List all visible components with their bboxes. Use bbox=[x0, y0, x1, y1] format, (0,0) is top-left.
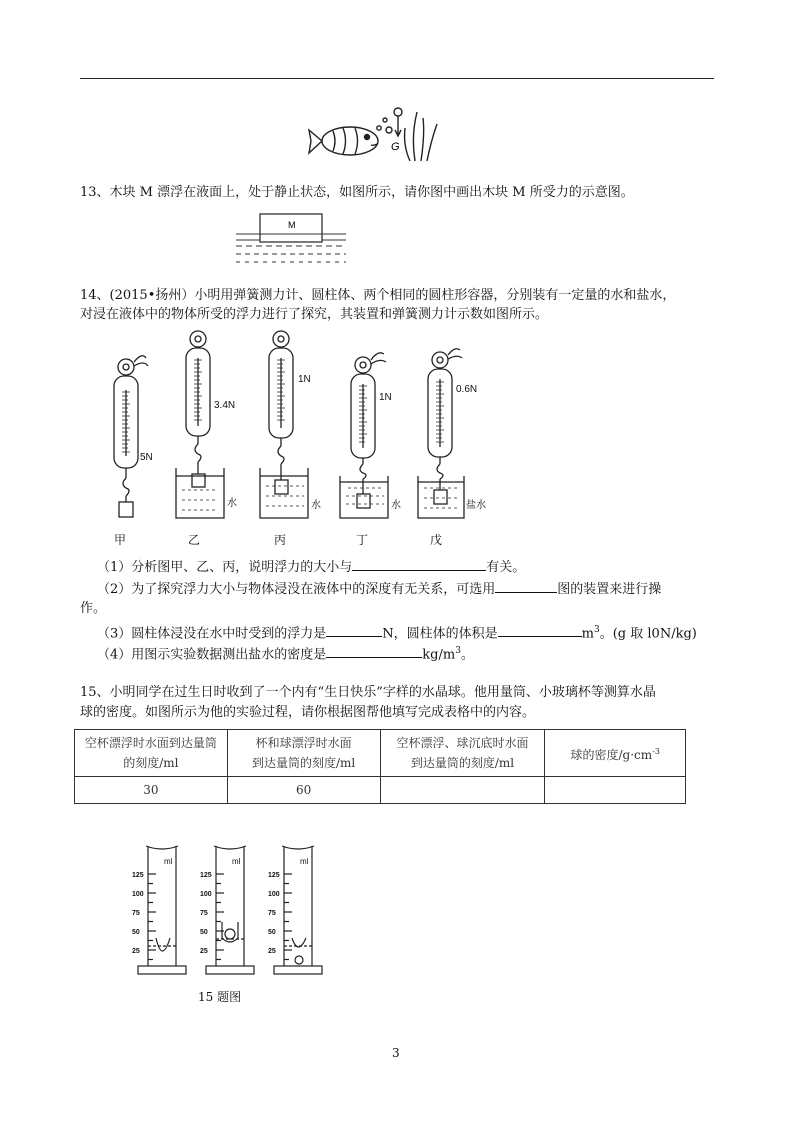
cylinder-tick-label: 125 bbox=[200, 872, 212, 879]
q14-line2: 对浸在液体中的物体所受的浮力进行了探究，其装置和弹簧测力计示数如图所示。 bbox=[80, 307, 549, 322]
floating-block-figure bbox=[232, 212, 350, 270]
scale-ding bbox=[340, 353, 388, 518]
figure-caption: 15 题图 bbox=[198, 990, 242, 1004]
cylinder-ball-sunk bbox=[268, 846, 322, 974]
q15-line1: 15、小明同学在过生日时收到了一个内有“生日快乐”字样的水晶球。他用量筒、小玻璃杯等测算水晶 bbox=[80, 685, 656, 700]
table-row bbox=[75, 777, 686, 804]
q13-text: 13、木块 M 漂浮在液面上，处于静止状态，如图所示，请你图中画出木块 M 所受力的示意图。 bbox=[80, 185, 634, 200]
table-cell: 60 bbox=[227, 777, 380, 804]
q14-s4: （4）用图示实验数据测出盐水的密度是 $kg/m^3$。 bbox=[97, 642, 474, 664]
cylinder-tick-label: 100 bbox=[200, 891, 212, 898]
cylinder-tick-label: 25 bbox=[200, 948, 208, 955]
cylinder-unit: ml bbox=[300, 857, 309, 866]
table-header-cell: 球的密度$/g\cdot cm^{-3}$ bbox=[545, 730, 686, 777]
header-rule bbox=[80, 78, 714, 79]
scale-wu bbox=[418, 349, 464, 518]
liquid-wu: 盐水 bbox=[466, 500, 486, 511]
block-label: M bbox=[288, 220, 296, 230]
cylinder-tick-label: 75 bbox=[132, 910, 140, 917]
answer-blank-4[interactable] bbox=[498, 622, 582, 637]
q14-s1: （1）分析图甲、乙、丙，说明浮力的大小与 有关。 bbox=[97, 556, 525, 577]
caption-wu: 戊 bbox=[430, 533, 443, 547]
answer-blank-5[interactable] bbox=[326, 643, 422, 658]
cylinder-tick-label: 50 bbox=[268, 929, 276, 936]
spring-scale-figure bbox=[100, 330, 500, 552]
table-cell: 30 bbox=[75, 777, 228, 804]
page-number: 3 bbox=[392, 1046, 400, 1060]
cylinder-tick-label: 50 bbox=[132, 929, 140, 936]
reading-yi: 3.4N bbox=[214, 400, 236, 411]
q14-line1: 14、(2015•扬州）小明用弹簧测力计、圆柱体、两个相同的圆柱形容器，分别装有一定量的水和盐水， bbox=[80, 288, 676, 303]
cylinder-cup-and-ball bbox=[200, 846, 254, 974]
cylinder-unit: ml bbox=[232, 857, 241, 866]
reading-bing: 1N bbox=[298, 374, 311, 385]
cylinder-unit: ml bbox=[164, 857, 173, 866]
answer-blank-1[interactable] bbox=[352, 556, 486, 571]
table-header-cell: 空杯漂浮、球沉底时水面 到达量筒的刻度/ml bbox=[380, 730, 545, 777]
q15-line2: 球的密度。如图所示为他的实验过程，请你根据图帮他填写完成表格中的内容。 bbox=[80, 705, 536, 720]
cylinder-empty-cup bbox=[132, 846, 186, 974]
fish-figure bbox=[305, 106, 445, 164]
caption-jia: 甲 bbox=[114, 533, 127, 547]
liquid-bing: 水 bbox=[311, 500, 321, 511]
table-header-cell: 杯和球漂浮时水面 到达量筒的刻度/ml bbox=[227, 730, 380, 777]
cylinder-tick-label: 50 bbox=[200, 929, 208, 936]
reading-jia: 5N bbox=[140, 452, 153, 463]
q14-s2: （2）为了探究浮力大小与物体浸没在液体中的深度有无关系，可选用 图的装置来进行操 bbox=[97, 578, 661, 599]
cylinders-figure bbox=[130, 842, 340, 982]
q14-s2-cont: 作。 bbox=[80, 601, 107, 616]
q15-table bbox=[74, 729, 686, 804]
cylinder-tick-label: 25 bbox=[268, 948, 276, 955]
table-cell[interactable] bbox=[545, 777, 686, 804]
fish-label: G bbox=[391, 141, 400, 153]
cylinder-tick-label: 75 bbox=[268, 910, 276, 917]
reading-ding: 1N bbox=[379, 392, 392, 403]
scale-bing bbox=[260, 331, 308, 518]
liquid-yi: 水 bbox=[227, 498, 237, 509]
cylinder-tick-label: 125 bbox=[132, 872, 144, 879]
scale-jia bbox=[114, 356, 148, 517]
caption-bing: 丙 bbox=[274, 533, 287, 547]
answer-blank-3[interactable] bbox=[326, 622, 382, 637]
cylinder-tick-label: 100 bbox=[132, 891, 144, 898]
table-header-row bbox=[75, 730, 686, 777]
caption-yi: 乙 bbox=[188, 533, 201, 547]
cylinder-tick-label: 25 bbox=[132, 948, 140, 955]
q14-s3: （3）圆柱体浸没在水中时受到的浮力是 N，圆柱体的体积是 $m^3$。(g 取 l0N/kg) bbox=[97, 621, 697, 643]
table-cell[interactable] bbox=[380, 777, 545, 804]
reading-wu: 0.6N bbox=[456, 384, 478, 395]
cylinder-tick-label: 100 bbox=[268, 891, 280, 898]
cylinder-tick-label: 125 bbox=[268, 872, 280, 879]
liquid-ding: 水 bbox=[391, 500, 401, 511]
table-header-cell: 空杯漂浮时水面到达量筒 的刻度/ml bbox=[75, 730, 228, 777]
answer-blank-2[interactable] bbox=[495, 578, 557, 593]
cylinder-tick-label: 75 bbox=[200, 910, 208, 917]
caption-ding: 丁 bbox=[356, 533, 369, 547]
